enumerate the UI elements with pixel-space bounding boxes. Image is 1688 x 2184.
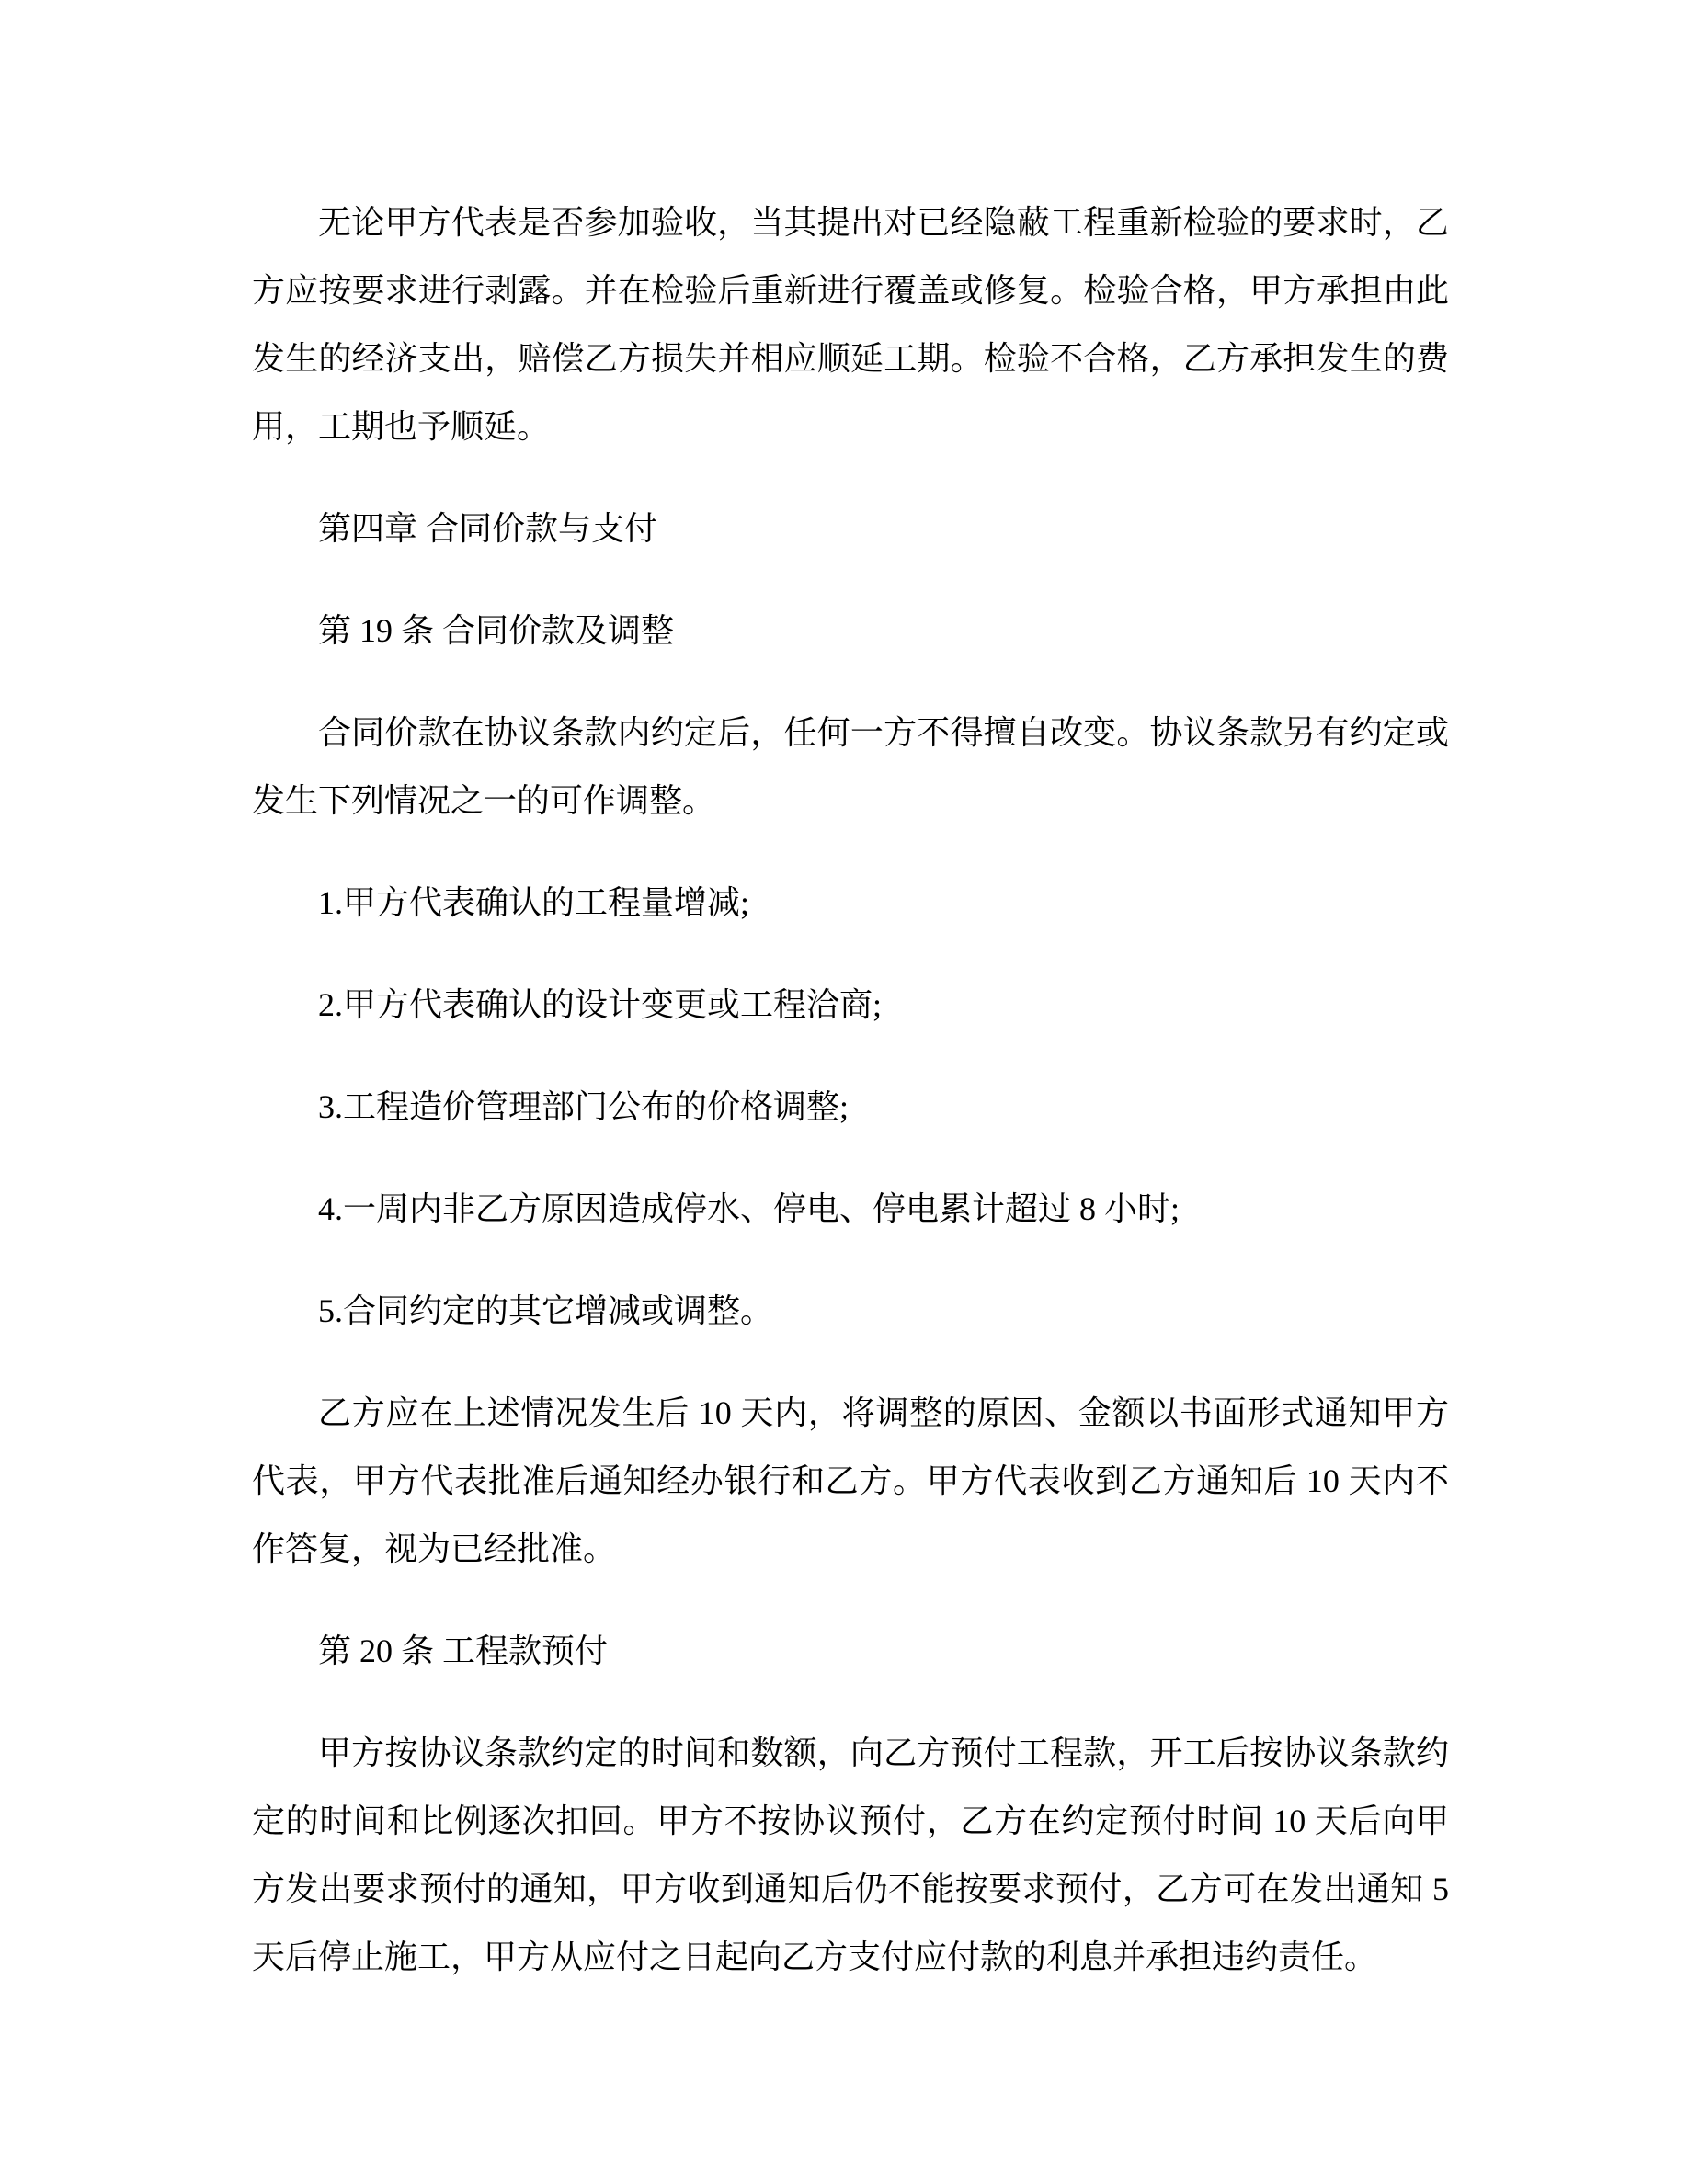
list-item-3: 3.工程造价管理部门公布的价格调整; bbox=[318, 1088, 850, 1125]
paragraph-adjustment-notice-procedure: 乙方应在上述情况发生后 10 天内，将调整的原因、金额以书面形式通知甲方代表，甲方代表批准后通知经办银行和乙方。甲方代表收到乙方通知后 10 天内不作答复，视为已经批准。 bbox=[252, 1394, 1449, 1567]
list-item-2: 2.甲方代表确认的设计变更或工程洽商; bbox=[318, 986, 883, 1023]
list-item-5: 5.合同约定的其它增减或调整。 bbox=[318, 1292, 774, 1329]
chapter-heading-4: 第四章 合同价款与支付 bbox=[318, 510, 658, 547]
list-item-4: 4.一周内非乙方原因造成停水、停电、停电累计超过 8 小时; bbox=[318, 1190, 1180, 1227]
paragraph-advance-payment: 甲方按协议条款约定的时间和数额，向乙方预付工程款，开工后按协议条款约定的时间和比例逐次扣回。甲方不按协议预付，乙方在约定预付时间 10 天后向甲方发出要求预付的通知，甲方收到通知后仍不能按要求预付，乙方可在发出通知 5 天后停止施工，甲方从应付之日起向乙方支付应付款的利息并承担违约责任。 bbox=[252, 1735, 1449, 1975]
article-heading-19: 第 19 条 合同价款及调整 bbox=[318, 612, 675, 649]
paragraph-hidden-work-reinspection: 无论甲方代表是否参加验收，当其提出对已经隐蔽工程重新检验的要求时，乙方应按要求进行剥露。并在检验后重新进行覆盖或修复。检验合格，甲方承担由此发生的经济支出，赔偿乙方损失并相应顺延工期。检验不合格，乙方承担发生的费用，工期也予顺延。 bbox=[252, 204, 1449, 445]
article-heading-20: 第 20 条 工程款预付 bbox=[318, 1632, 609, 1669]
paragraph-contract-price-adjustment-intro: 合同价款在协议条款内约定后，任何一方不得擅自改变。协议条款另有约定或发生下列情况之一的可作调整。 bbox=[252, 714, 1449, 819]
list-item-1: 1.甲方代表确认的工程量增减; bbox=[318, 884, 750, 921]
